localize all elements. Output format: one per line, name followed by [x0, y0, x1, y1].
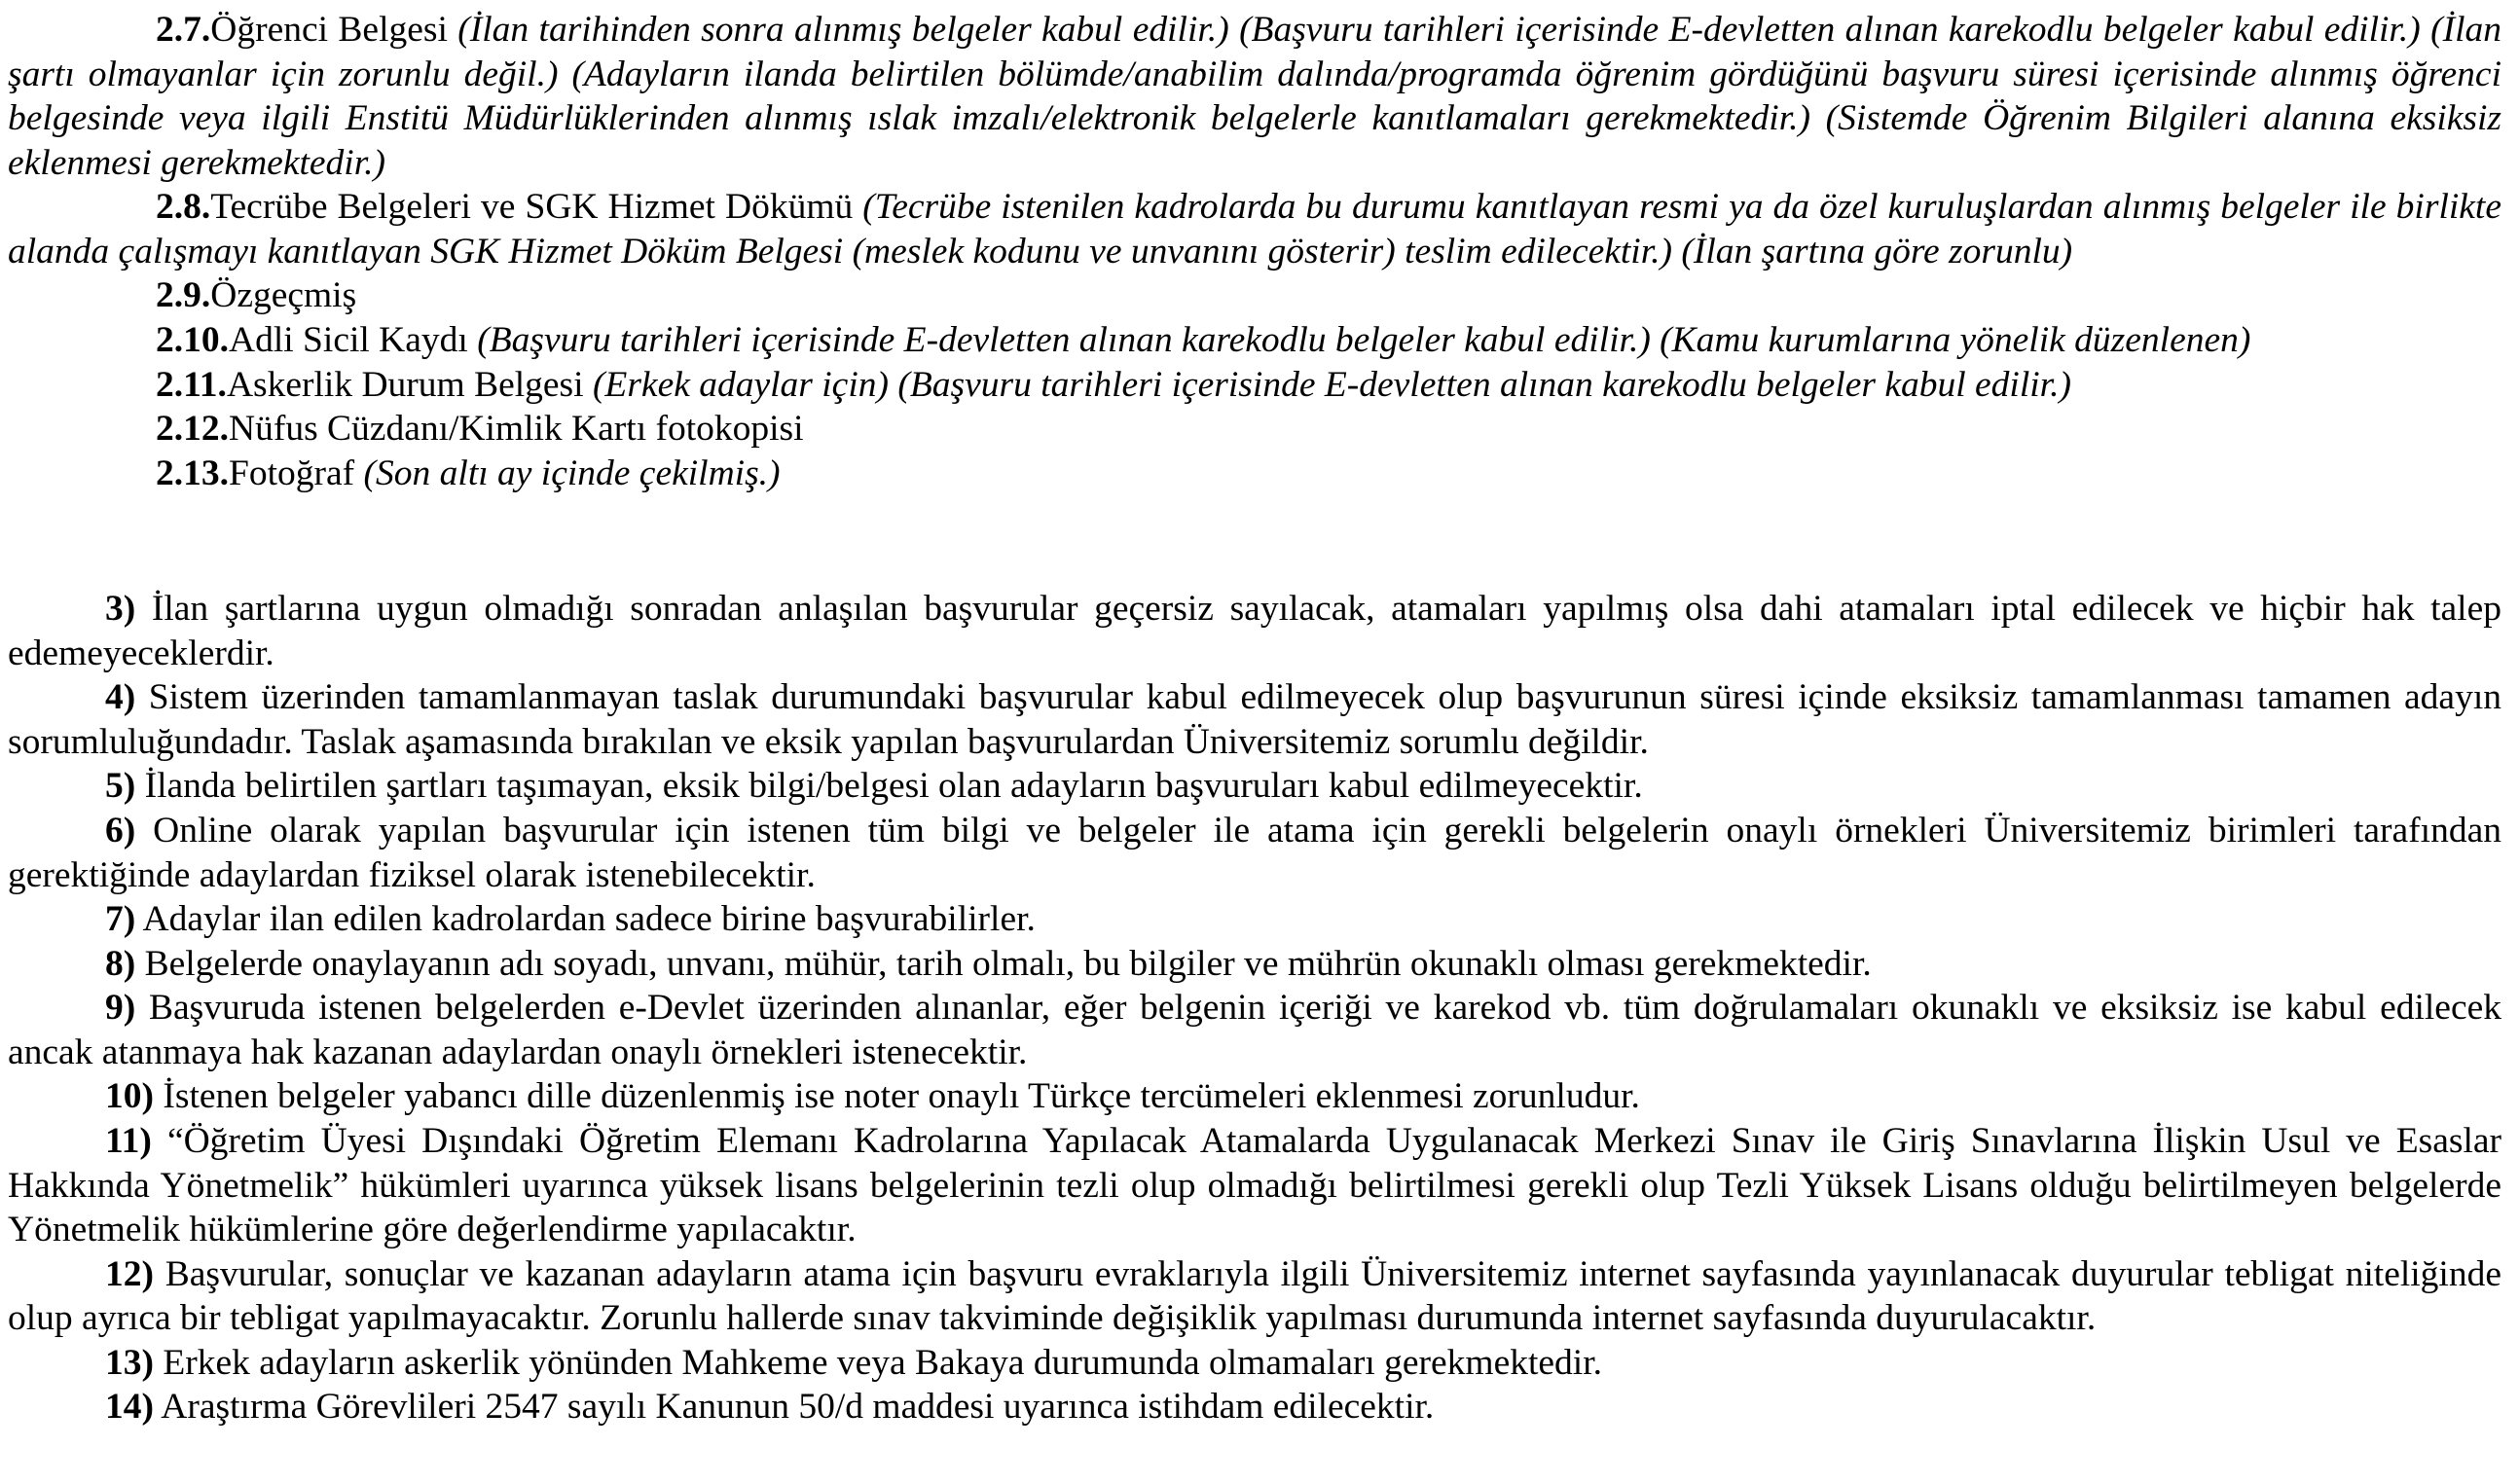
item-text: Sistem üzerinden tamamlanmayan taslak durumundaki başvurular kabul edilmeyecek olup başvurunun süresi içinde eksiksiz tamamlanması tamamen adayın sorumluluğundadır. Taslak aşamasında bırakılan ve eksik yapılan başvurulardan Üniversitemiz sorumlu değildir.: [8, 677, 2501, 762]
section-divider: [8, 495, 2501, 587]
item-number: 13): [105, 1342, 154, 1383]
list-item: [8, 1341, 2501, 1386]
list-item: [8, 1252, 2501, 1341]
list-item: [8, 986, 2501, 1074]
item-text: Başvurular, sonuçlar ve kazanan adayların atama için başvuru evraklarıyla ilgili Üniversitemiz internet sayfasında yayınlanacak duyurular tebligat niteliğinde olup ayrıca bir tebligat yapılmayacaktır. Zorunlu hallerde sınav takviminde değişiklik yapılması durumunda internet sayfasında duyurulacaktır.: [8, 1253, 2501, 1339]
list-item: [8, 675, 2501, 764]
list-item: [8, 452, 2501, 496]
list-item: [8, 764, 2501, 809]
item-number: 11): [105, 1120, 152, 1161]
item-number: 8): [105, 943, 136, 984]
list-item: [8, 942, 2501, 987]
item-number: 3): [105, 589, 136, 630]
list-item: [8, 8, 2501, 185]
list-item: [8, 809, 2501, 897]
item-number: 5): [105, 766, 136, 807]
item-number: 9): [105, 988, 136, 1029]
sub-item-text: Nüfus Cüzdanı/Kimlik Kartı fotokopisi: [229, 409, 804, 450]
item-number: 14): [105, 1387, 154, 1428]
list-item: [8, 407, 2501, 452]
item-text: Araştırma Görevlileri 2547 sayılı Kanunun 50/d maddesi uyarınca istihdam edilecektir.: [154, 1387, 1435, 1428]
sub-item-notes: (Tecrübe istenilen kadrolarda bu durumu kanıtlayan resmi ya da özel kuruluşlardan alınmış belgeler ile birlikte alanda çalışmayı kanıtlayan SGK Hizmet Döküm Belgesi (meslek kodunu ve unvanını gösterir) teslim edilecektir.) (İlan şartına göre zorunlu): [8, 187, 2501, 271]
sub-item-text: Tecrübe Belgeleri ve SGK Hizmet Dökümü: [210, 187, 854, 228]
item-number: 10): [105, 1076, 154, 1117]
item-text: İlanda belirtilen şartları taşımayan, eksik bilgi/belgesi olan adayların başvuruları kabul edilmeyecektir.: [135, 766, 1643, 807]
sub-items-list: [8, 8, 2501, 495]
sub-item-number: 2.10.: [156, 319, 229, 360]
item-text: Başvuruda istenen belgelerden e-Devlet üzerinden alınanlar, eğer belgenin içeriği ve karekod vb. tüm doğrulamaları okunaklı ve eksiksiz ise kabul edilecek ancak atanmaya hak kazanan adaylardan onaylı örnekleri istenecektir.: [8, 988, 2501, 1072]
sub-item-text: Özgeçmiş: [210, 275, 357, 316]
sub-item-number: 2.11.: [156, 364, 227, 405]
item-text: İlan şartlarına uygun olmadığı sonradan anlaşılan başvurular geçersiz sayılacak, atamaları yapılmış olsa dahi atamaları iptal edilecek ve hiçbir hak talep edemeyeceklerdir.: [8, 589, 2501, 673]
item-text: Belgelerde onaylayanın adı soyadı, unvanı, mühür, tarih olmalı, bu bilgiler ve mührün okunaklı olması gerekmektedir.: [135, 943, 1872, 984]
sub-item-notes: (Başvuru tarihleri içerisinde E-devletten alınan karekodlu belgeler kabul edilir.) (Kamu kurumlarına yönelik düzenlenen): [467, 319, 2251, 360]
sub-item-text: Askerlik Durum Belgesi: [226, 364, 584, 405]
item-text: Online olarak yapılan başvurular için istenen tüm bilgi ve belgeler ile atama için gerekli belgelerin onaylı örnekleri Üniversitemiz birimleri tarafından gerektiğinde adaylardan fiziksel olarak istenebilecektir.: [8, 811, 2501, 895]
list-item: [8, 1119, 2501, 1252]
list-item: [8, 1074, 2501, 1119]
list-item: [8, 587, 2501, 675]
sub-item-notes: (Erkek adaylar için) (Başvuru tarihleri içerisinde E-devletten alınan karekodlu belgeler kabul edilir.): [583, 364, 2071, 405]
list-item: [8, 318, 2501, 363]
list-item: [8, 897, 2501, 942]
sub-item-number: 2.7.: [156, 10, 211, 50]
list-item: [8, 273, 2501, 318]
list-item: [8, 363, 2501, 408]
list-item: [8, 1385, 2501, 1430]
item-number: 6): [105, 811, 136, 851]
item-text: İstenen belgeler yabancı dille düzenlenmiş ise noter onaylı Türkçe tercümeleri eklenmesi zorunludur.: [154, 1076, 1640, 1117]
item-number: 7): [105, 899, 136, 940]
sub-item-text: Öğrenci Belgesi: [210, 10, 448, 50]
sub-item-notes: (İlan tarihinden sonra alınmış belgeler kabul edilir.) (Başvuru tarihleri içerisinde E-devletten alınan karekodlu belgeler kabul edilir.) (İlan şartı olmayanlar için zorunlu değil.) (Adayların ilanda belirtilen bölümde/anabilim dalında/programda öğrenim gördüğünü başvuru süresi içerisinde alınmış öğrenci belgesinde veya ilgili Enstitü Müdürlüklerinden alınmış ıslak imzalı/elektronik belgelerle kanıtlamaları gerekmektedir.) (Sistemde Öğrenim Bilgileri alanına eksiksiz eklenmesi gerekmektedir.): [8, 10, 2501, 183]
item-number: 12): [105, 1253, 154, 1294]
sub-item-number: 2.8.: [156, 187, 211, 228]
item-text: “Öğretim Üyesi Dışındaki Öğretim Elemanı Kadrolarına Yapılacak Atamalarda Uygulanacak Merkezi Sınav ile Giriş Sınavlarına İlişkin Usul ve Esaslar Hakkında Yönetmelik” hükümleri uyarınca yüksek lisans belgelerinin tezli olup olmadığı belirtilmesi gerekli olup Tezli Yüksek Lisans olduğu belirtilmeyen belgelerde Yönetmelik hükümlerine göre değerlendirme yapılacaktır.: [8, 1120, 2501, 1250]
item-number: 4): [105, 677, 136, 718]
sub-item-text: Fotoğraf: [229, 452, 355, 493]
list-item: [8, 185, 2501, 273]
item-text: Adaylar ilan edilen kadrolardan sadece birine başvurabilirler.: [135, 899, 1036, 940]
sub-item-text: Adli Sicil Kaydı: [229, 319, 468, 360]
numbered-items-list: [8, 587, 2501, 1430]
sub-item-notes: (Son altı ay içinde çekilmiş.): [354, 452, 781, 493]
sub-item-number: 2.12.: [156, 409, 229, 450]
sub-item-number: 2.13.: [156, 452, 229, 493]
item-text: Erkek adayların askerlik yönünden Mahkeme veya Bakaya durumunda olmamaları gerekmektedir.: [154, 1342, 1603, 1383]
sub-item-number: 2.9.: [156, 275, 211, 316]
